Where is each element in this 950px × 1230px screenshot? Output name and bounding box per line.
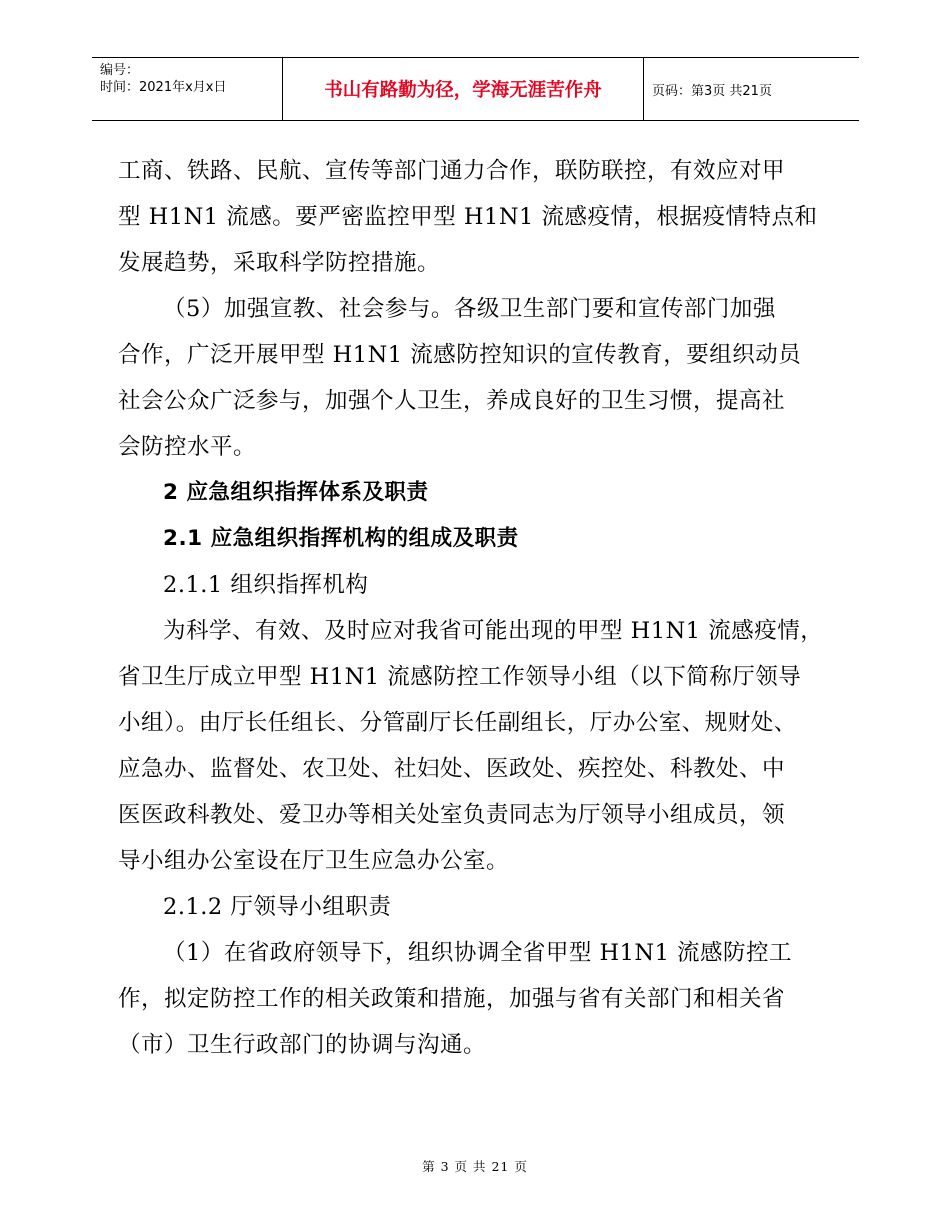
text-line: 型 H1N1 流感。要严密监控甲型 H1N1 流感疫情，根据疫情特点和 [118, 204, 818, 230]
text-line: 社会公众广泛参与，加强个人卫生，养成良好的卫生习惯，提高社 [118, 388, 786, 414]
text-line: 导小组办公室设在厅卫生应急办公室。 [118, 848, 510, 874]
paragraph-start-line: 为科学、有效、及时应对我省可能出现的甲型 H1N1 流感疫情， [163, 618, 824, 644]
subsubsection-heading: 2.1.2 厅领导小组职责 [163, 894, 392, 920]
page-header [92, 57, 859, 121]
subsubsection-heading: 2.1.1 组织指挥机构 [163, 572, 369, 598]
text-line: 应急办、监督处、农卫处、社妇处、医政处、疾控处、科教处、中 [118, 756, 786, 782]
text-line: 工商、铁路、民航、宣传等部门通力合作，联防联控，有效应对甲 [118, 158, 786, 184]
number-label: 编号： [100, 63, 140, 78]
section-heading: 2 应急组织指挥体系及职责 [163, 480, 429, 505]
header-meta [92, 58, 282, 120]
text-line: 医医政科教处、爱卫办等相关处室负责同志为厅领导小组成员，领 [118, 802, 786, 828]
text-line: 省卫生厅成立甲型 H1N1 流感防控工作领导小组（以下简称厅领导 [118, 664, 802, 690]
date-label: 时间：2021年x月x日 [100, 80, 227, 95]
page-footer: 第 3 页 共 21 页 [422, 1159, 528, 1174]
text-line: 作，拟定防控工作的相关政策和措施，加强与省有关部门和相关省 [118, 986, 786, 1012]
header-motto: 书山有路勤为径，学海无涯苦作舟 [282, 58, 644, 120]
paragraph-start-line: （5）加强宣教、社会参与。各级卫生部门要和宣传部门加强 [163, 296, 776, 322]
subsection-heading: 2.1 应急组织指挥机构的组成及职责 [163, 526, 519, 551]
header-page-label: 页码：第3页 共21页 [652, 83, 772, 99]
text-line: 合作，广泛开展甲型 H1N1 流感防控知识的宣传教育，要组织动员 [118, 342, 802, 368]
paragraph-start-line: （1）在省政府领导下，组织协调全省甲型 H1N1 流感防控工 [163, 940, 793, 966]
document-body [118, 148, 838, 1068]
text-line: （市）卫生行政部门的协调与沟通。 [118, 1032, 487, 1058]
text-line: 会防控水平。 [118, 434, 257, 460]
text-line: 发展趋势，采取科学防控措施。 [118, 250, 441, 276]
text-line: 小组）。由厅长任组长、分管副厅长任副组长，厅办公室、规财处、 [118, 710, 797, 736]
